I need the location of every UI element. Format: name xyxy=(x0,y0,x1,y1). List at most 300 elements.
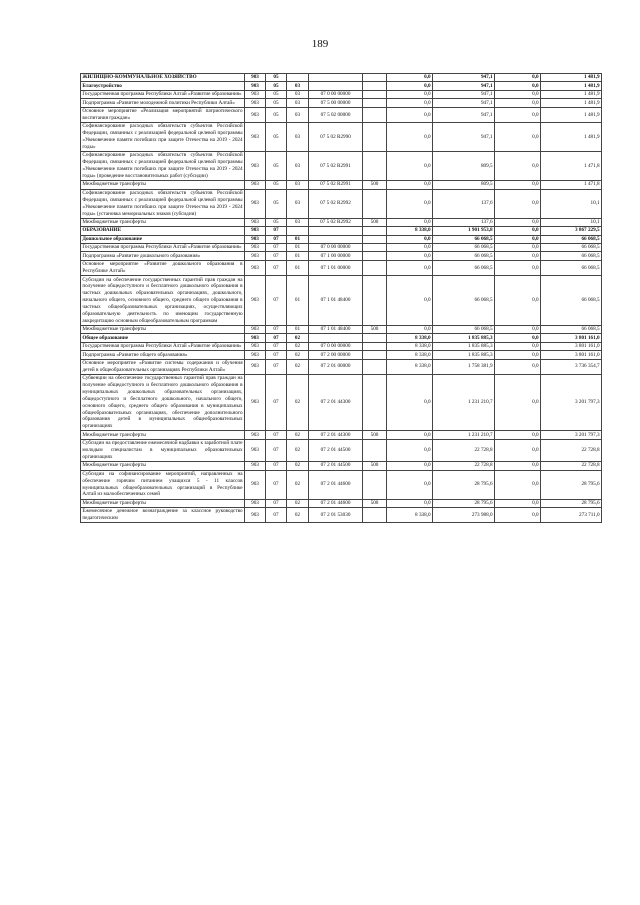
pr-code-cell: 02 xyxy=(287,342,309,350)
row-name-cell: ОБРАЗОВАНИЕ xyxy=(81,227,245,235)
row-name-cell: Государственная программа Республики Алтай «Развитие образования» xyxy=(81,342,245,350)
row-name-cell: Общее образование xyxy=(81,334,245,342)
amount-cell-2: 137,6 xyxy=(433,189,495,218)
table-row xyxy=(81,260,602,275)
amount-cell-4: 1 481,9 xyxy=(541,74,602,82)
cs-code-cell xyxy=(309,82,363,90)
table-row xyxy=(81,123,602,152)
gr-code-cell: 903 xyxy=(245,123,266,152)
amount-cell-3: 0,0 xyxy=(495,359,541,374)
amount-cell-4: 66 068,5 xyxy=(541,325,602,333)
amount-cell-1: 0,0 xyxy=(387,260,433,275)
amount-cell-1: 0,0 xyxy=(387,439,433,461)
pr-code-cell: 03 xyxy=(287,82,309,90)
amount-cell-4: 3 736 354,7 xyxy=(541,359,602,374)
amount-cell-4: 66 068,5 xyxy=(541,276,602,326)
pr-code-cell: 02 xyxy=(287,359,309,374)
pr-code-cell: 03 xyxy=(287,99,309,107)
vr-code-cell: 500 xyxy=(363,218,387,226)
row-name-cell: Государственная программа Республики Алтай «Развитие образования» xyxy=(81,244,245,252)
amount-cell-2: 809,5 xyxy=(433,152,495,181)
page-number: 189 xyxy=(311,38,329,50)
rz-code-cell: 07 xyxy=(266,276,287,326)
gr-code-cell: 903 xyxy=(245,107,266,122)
gr-code-cell: 903 xyxy=(245,470,266,499)
rz-code-cell: 07 xyxy=(266,508,287,523)
vr-code-cell xyxy=(363,276,387,326)
amount-cell-3: 0,0 xyxy=(495,276,541,326)
amount-cell-1: 0,0 xyxy=(387,218,433,226)
amount-cell-1: 0,0 xyxy=(387,252,433,260)
pr-code-cell: 01 xyxy=(287,276,309,326)
pr-code-cell: 02 xyxy=(287,374,309,430)
rz-code-cell: 07 xyxy=(266,235,287,243)
amount-cell-4: 1 481,9 xyxy=(541,90,602,98)
pr-code-cell: 03 xyxy=(287,107,309,122)
rz-code-cell: 07 xyxy=(266,325,287,333)
amount-cell-1: 8 338,0 xyxy=(387,508,433,523)
rz-code-cell: 05 xyxy=(266,82,287,90)
cs-code-cell: 07 0 00 00000 xyxy=(309,90,363,98)
pr-code-cell: 02 xyxy=(287,351,309,359)
row-name-cell: Межбюджетные трансферты xyxy=(81,462,245,470)
pr-code-cell: 02 xyxy=(287,462,309,470)
cs-code-cell: 07 1 01 00000 xyxy=(309,260,363,275)
vr-code-cell xyxy=(363,90,387,98)
vr-code-cell: 500 xyxy=(363,462,387,470)
table-row xyxy=(81,462,602,470)
amount-cell-4: 66 068,5 xyxy=(541,260,602,275)
amount-cell-2: 1 758 381,9 xyxy=(433,359,495,374)
amount-cell-1: 0,0 xyxy=(387,470,433,499)
amount-cell-2: 947,1 xyxy=(433,123,495,152)
table-row xyxy=(81,90,602,98)
table-row xyxy=(81,244,602,252)
amount-cell-3: 0,0 xyxy=(495,260,541,275)
amount-cell-4: 1 471,8 xyxy=(541,181,602,189)
cs-code-cell xyxy=(309,235,363,243)
amount-cell-4: 10,1 xyxy=(541,218,602,226)
pr-code-cell: 03 xyxy=(287,181,309,189)
amount-cell-1: 8 338,0 xyxy=(387,227,433,235)
cs-code-cell: 07 2 01 53030 xyxy=(309,508,363,523)
gr-code-cell: 903 xyxy=(245,431,266,439)
amount-cell-1: 8 338,0 xyxy=(387,359,433,374)
rz-code-cell: 05 xyxy=(266,181,287,189)
amount-cell-2: 1 231 210,7 xyxy=(433,431,495,439)
row-name-cell: Софинансирование расходных обязательств субъектов Российской Федерации, связанных с реализацией федеральной целевой программы «Увековечение памяти погибших при защите Отечества на 2019 - 2024 годы» (установка мемориальных знаков (субсидии) xyxy=(82,189,243,217)
pr-code-cell: 01 xyxy=(287,244,309,252)
pr-code-cell: 03 xyxy=(287,218,309,226)
gr-code-cell: 903 xyxy=(245,189,266,218)
gr-code-cell: 903 xyxy=(245,342,266,350)
amount-cell-3: 0,0 xyxy=(495,342,541,350)
gr-code-cell: 903 xyxy=(245,235,266,243)
rz-code-cell: 05 xyxy=(266,152,287,181)
table-row xyxy=(81,99,602,107)
gr-code-cell: 903 xyxy=(245,74,266,82)
amount-cell-3: 0,0 xyxy=(495,235,541,243)
gr-code-cell: 903 xyxy=(245,260,266,275)
gr-code-cell: 903 xyxy=(245,351,266,359)
pr-code-cell: 02 xyxy=(287,470,309,499)
amount-cell-2: 947,1 xyxy=(433,99,495,107)
vr-code-cell xyxy=(363,82,387,90)
pr-code-cell: 03 xyxy=(287,152,309,181)
amount-cell-1: 0,0 xyxy=(387,99,433,107)
row-name-cell: Субсидии на предоставление ежемесячной надбавки к заработной плате молодым специалистам в муниципальных образовательных организациях xyxy=(82,440,243,460)
amount-cell-2: 28 795,6 xyxy=(433,470,495,499)
vr-code-cell xyxy=(363,260,387,275)
cs-code-cell: 07 2 01 00000 xyxy=(309,359,363,374)
amount-cell-2: 1 835 885,3 xyxy=(433,351,495,359)
pr-code-cell: 02 xyxy=(287,439,309,461)
table-row xyxy=(81,374,602,430)
vr-code-cell xyxy=(363,342,387,350)
table-row xyxy=(81,235,602,243)
gr-code-cell: 903 xyxy=(245,325,266,333)
cs-code-cell xyxy=(309,227,363,235)
row-name-cell: Межбюджетные трансферты xyxy=(81,499,245,507)
amount-cell-3: 0,0 xyxy=(495,470,541,499)
amount-cell-1: 0,0 xyxy=(387,244,433,252)
amount-cell-1: 0,0 xyxy=(387,462,433,470)
rz-code-cell: 07 xyxy=(266,342,287,350)
cs-code-cell: 07 2 01 44300 xyxy=(309,431,363,439)
row-name-cell: Межбюджетные трансферты xyxy=(81,181,245,189)
pr-code-cell: 01 xyxy=(287,235,309,243)
cs-code-cell: 07 0 00 00000 xyxy=(309,342,363,350)
amount-cell-2: 809,5 xyxy=(433,181,495,189)
cs-code-cell: 07 2 01 44600 xyxy=(309,499,363,507)
rz-code-cell: 07 xyxy=(266,374,287,430)
amount-cell-3: 0,0 xyxy=(495,439,541,461)
table-row xyxy=(81,252,602,260)
vr-code-cell xyxy=(363,189,387,218)
pr-code-cell: 01 xyxy=(287,252,309,260)
amount-cell-4: 3 201 797,3 xyxy=(541,431,602,439)
rz-code-cell: 07 xyxy=(266,439,287,461)
amount-cell-2: 947,1 xyxy=(433,74,495,82)
amount-cell-4: 3 801 161,0 xyxy=(541,351,602,359)
vr-code-cell: 500 xyxy=(363,431,387,439)
amount-cell-4: 66 068,5 xyxy=(541,252,602,260)
gr-code-cell: 903 xyxy=(245,499,266,507)
vr-code-cell: 500 xyxy=(363,325,387,333)
amount-cell-4: 3 801 161,0 xyxy=(541,334,602,342)
rz-code-cell: 07 xyxy=(266,462,287,470)
rz-code-cell: 05 xyxy=(266,107,287,122)
rz-code-cell: 05 xyxy=(266,74,287,82)
cs-code-cell: 07 1 00 00000 xyxy=(309,252,363,260)
table-row xyxy=(81,499,602,507)
table-row xyxy=(81,359,602,374)
rz-code-cell: 07 xyxy=(266,227,287,235)
amount-cell-4: 3 867 229,5 xyxy=(541,227,602,235)
cs-code-cell: 07 5 00 00000 xyxy=(309,99,363,107)
row-name-cell: Благоустройство xyxy=(81,82,245,90)
cs-code-cell: 07 0 00 00000 xyxy=(309,244,363,252)
amount-cell-1: 0,0 xyxy=(387,181,433,189)
vr-code-cell: 500 xyxy=(363,499,387,507)
amount-cell-3: 0,0 xyxy=(495,152,541,181)
amount-cell-2: 66 068,5 xyxy=(433,252,495,260)
amount-cell-2: 947,1 xyxy=(433,107,495,122)
gr-code-cell: 903 xyxy=(245,508,266,523)
gr-code-cell: 903 xyxy=(245,99,266,107)
row-name-cell: Подпрограмма «Развитие дошкольного образования» xyxy=(81,252,245,260)
amount-cell-3: 0,0 xyxy=(495,189,541,218)
vr-code-cell xyxy=(363,74,387,82)
row-name-cell: Подпрограмма «Развитие молодежной политики Республики Алтай» xyxy=(81,99,245,107)
rz-code-cell: 07 xyxy=(266,431,287,439)
amount-cell-1: 0,0 xyxy=(387,325,433,333)
amount-cell-1: 8 338,0 xyxy=(387,351,433,359)
cs-code-cell: 07 2 00 00000 xyxy=(309,351,363,359)
row-name-cell: Субвенции на обеспечение государственных гарантий прав граждан на получение общедоступного и бесплатного дошкольного образования в муниципальных дошкольных образовательных организациях, общедоступного и бесплатного дошкольного, начального общего, основного общего, среднего общего образования в муниципальных общеобразовательных организациях, обеспечение дополнительного образования детей в муниципальных общеобразовательных организациях xyxy=(82,375,243,430)
amount-cell-1: 8 338,0 xyxy=(387,342,433,350)
vr-code-cell: 500 xyxy=(363,181,387,189)
table-row xyxy=(81,276,602,326)
vr-code-cell xyxy=(363,235,387,243)
amount-cell-3: 0,0 xyxy=(495,351,541,359)
amount-cell-2: 947,1 xyxy=(433,90,495,98)
amount-cell-3: 0,0 xyxy=(495,74,541,82)
amount-cell-2: 947,1 xyxy=(433,82,495,90)
pr-code-cell: 02 xyxy=(287,334,309,342)
gr-code-cell: 903 xyxy=(245,334,266,342)
amount-cell-4: 28 795,6 xyxy=(541,470,602,499)
row-name-cell: Ежемесячное денежное вознаграждение за классное руководство педагогическим xyxy=(82,508,243,522)
row-name-cell: Софинансирование расходных обязательств субъектов Российской Федерации, связанных с реализацией федеральной целевой программы «Увековечение памяти погибших при защите Отечества на 2019 - 2024 годы» (проведение восстановительных работ (субсидии) xyxy=(82,152,243,180)
amount-cell-1: 0,0 xyxy=(387,374,433,430)
amount-cell-3: 0,0 xyxy=(495,107,541,122)
vr-code-cell xyxy=(363,99,387,107)
amount-cell-2: 66 068,5 xyxy=(433,235,495,243)
amount-cell-4: 3 201 797,3 xyxy=(541,374,602,430)
gr-code-cell: 903 xyxy=(245,227,266,235)
row-name-cell: Основное мероприятие «Развитие дошкольного образования в Республике Алтай» xyxy=(82,261,243,275)
amount-cell-3: 0,0 xyxy=(495,99,541,107)
cs-code-cell: 07 5 02 R2992 xyxy=(309,218,363,226)
vr-code-cell xyxy=(363,439,387,461)
amount-cell-4: 1 481,9 xyxy=(541,123,602,152)
rz-code-cell: 07 xyxy=(266,359,287,374)
table-row xyxy=(81,508,602,523)
amount-cell-3: 0,0 xyxy=(495,499,541,507)
amount-cell-3: 0,0 xyxy=(495,218,541,226)
amount-cell-1: 0,0 xyxy=(387,82,433,90)
cs-code-cell: 07 5 02 R2990 xyxy=(309,123,363,152)
vr-code-cell xyxy=(363,508,387,523)
amount-cell-4: 66 068,5 xyxy=(541,235,602,243)
amount-cell-1: 0,0 xyxy=(387,189,433,218)
amount-cell-4: 3 801 161,0 xyxy=(541,342,602,350)
amount-cell-2: 22 728,8 xyxy=(433,462,495,470)
amount-cell-4: 1 481,9 xyxy=(541,107,602,122)
rz-code-cell: 05 xyxy=(266,189,287,218)
amount-cell-4: 22 728,8 xyxy=(541,462,602,470)
cs-code-cell: 07 1 01 48400 xyxy=(309,276,363,326)
vr-code-cell xyxy=(363,244,387,252)
table-row xyxy=(81,470,602,499)
table-row xyxy=(81,74,602,82)
table-row xyxy=(81,227,602,235)
cs-code-cell: 07 1 01 48400 xyxy=(309,325,363,333)
pr-code-cell: 03 xyxy=(287,90,309,98)
amount-cell-3: 0,0 xyxy=(495,325,541,333)
amount-cell-3: 0,0 xyxy=(495,462,541,470)
table-row xyxy=(81,342,602,350)
gr-code-cell: 903 xyxy=(245,439,266,461)
gr-code-cell: 903 xyxy=(245,218,266,226)
row-name-cell: Межбюджетные трансферты xyxy=(81,325,245,333)
amount-cell-4: 1 481,9 xyxy=(541,99,602,107)
amount-cell-3: 0,0 xyxy=(495,123,541,152)
amount-cell-4: 1 471,8 xyxy=(541,152,602,181)
vr-code-cell xyxy=(363,107,387,122)
amount-cell-2: 273 988,0 xyxy=(433,508,495,523)
amount-cell-4: 273 711,0 xyxy=(541,508,602,523)
table-row xyxy=(81,107,602,122)
rz-code-cell: 05 xyxy=(266,99,287,107)
table-row xyxy=(81,152,602,181)
amount-cell-2: 1 835 885,3 xyxy=(433,342,495,350)
amount-cell-3: 0,0 xyxy=(495,252,541,260)
amount-cell-3: 0,0 xyxy=(495,374,541,430)
amount-cell-2: 1 901 953,8 xyxy=(433,227,495,235)
amount-cell-1: 0,0 xyxy=(387,107,433,122)
amount-cell-2: 1 231 210,7 xyxy=(433,374,495,430)
amount-cell-1: 0,0 xyxy=(387,90,433,98)
row-name-cell: Государственная программа Республики Алтай «Развитие образования» xyxy=(81,90,245,98)
gr-code-cell: 903 xyxy=(245,244,266,252)
table-row xyxy=(81,431,602,439)
pr-code-cell: 01 xyxy=(287,325,309,333)
pr-code-cell xyxy=(287,227,309,235)
amount-cell-1: 0,0 xyxy=(387,74,433,82)
rz-code-cell: 05 xyxy=(266,218,287,226)
table-row xyxy=(81,439,602,461)
gr-code-cell: 903 xyxy=(245,462,266,470)
pr-code-cell: 02 xyxy=(287,508,309,523)
vr-code-cell xyxy=(363,123,387,152)
cs-code-cell: 07 2 01 44600 xyxy=(309,470,363,499)
cs-code-cell: 07 2 01 44500 xyxy=(309,462,363,470)
amount-cell-2: 1 835 885,3 xyxy=(433,334,495,342)
rz-code-cell: 07 xyxy=(266,351,287,359)
row-name-cell: Межбюджетные трансферты xyxy=(81,431,245,439)
row-name-cell: Дошкольное образование xyxy=(81,235,245,243)
gr-code-cell: 903 xyxy=(245,90,266,98)
cs-code-cell: 07 5 02 R2992 xyxy=(309,189,363,218)
vr-code-cell xyxy=(363,359,387,374)
vr-code-cell xyxy=(363,334,387,342)
row-name-cell: Субсидии на софинансирование мероприятий, направленных на обеспечение горячим питанием учащихся 5 - 11 классов муниципальных общеобразовательных организаций в Республике Алтай из малообеспеченных семей xyxy=(82,470,243,498)
amount-cell-2: 22 728,8 xyxy=(433,439,495,461)
amount-cell-3: 0,0 xyxy=(495,244,541,252)
pr-code-cell: 02 xyxy=(287,431,309,439)
table-row xyxy=(81,334,602,342)
rz-code-cell: 07 xyxy=(266,260,287,275)
row-name-cell: Межбюджетные трансферты xyxy=(81,218,245,226)
amount-cell-4: 28 795,6 xyxy=(541,499,602,507)
table-row xyxy=(81,189,602,218)
pr-code-cell: 01 xyxy=(287,260,309,275)
amount-cell-2: 66 068,5 xyxy=(433,260,495,275)
amount-cell-3: 0,0 xyxy=(495,181,541,189)
rz-code-cell: 05 xyxy=(266,90,287,98)
row-name-cell: Основное мероприятие «Развитие системы содержания и обучения детей в общеобразовательных организациях Республики Алтай» xyxy=(82,359,243,373)
vr-code-cell xyxy=(363,351,387,359)
amount-cell-2: 28 795,6 xyxy=(433,499,495,507)
table-row xyxy=(81,218,602,226)
pr-code-cell: 03 xyxy=(287,189,309,218)
gr-code-cell: 903 xyxy=(245,252,266,260)
cs-code-cell: 07 2 01 44300 xyxy=(309,374,363,430)
vr-code-cell xyxy=(363,152,387,181)
amount-cell-1: 0,0 xyxy=(387,235,433,243)
gr-code-cell: 903 xyxy=(245,374,266,430)
amount-cell-4: 66 068,5 xyxy=(541,244,602,252)
row-name-cell: Подпрограмма «Развитие общего образования» xyxy=(81,351,245,359)
table-row xyxy=(81,82,602,90)
amount-cell-4: 22 728,8 xyxy=(541,439,602,461)
rz-code-cell: 07 xyxy=(266,252,287,260)
rz-code-cell: 07 xyxy=(266,244,287,252)
amount-cell-3: 0,0 xyxy=(495,508,541,523)
table-row xyxy=(81,325,602,333)
row-name-cell: Софинансирование расходных обязательств субъектов Российской Федерации, связанных с реализацией федеральной целевой программы «Увековечение памяти погибших при защите Отечества на 2019 - 2024 годы» xyxy=(82,123,243,150)
amount-cell-3: 0,0 xyxy=(495,227,541,235)
amount-cell-4: 1 481,9 xyxy=(541,82,602,90)
rz-code-cell: 07 xyxy=(266,470,287,499)
amount-cell-1: 0,0 xyxy=(387,152,433,181)
amount-cell-1: 0,0 xyxy=(387,499,433,507)
pr-code-cell: 02 xyxy=(287,499,309,507)
cs-code-cell xyxy=(309,74,363,82)
table-row xyxy=(81,181,602,189)
cs-code-cell: 07 5 02 00000 xyxy=(309,107,363,122)
row-name-cell: Субсидии на обеспечение государственных гарантий прав граждан на получение общедоступного и бесплатного дошкольного образования в частных дошкольных образовательных организациях, дошкольного, начального общего, основного общего, среднего общего образования в частных общеобразовательных организациях, осуществляющих образовательную деятельность по имеющим государственную аккредитацию основным общеобразовательным программам xyxy=(82,276,243,324)
amount-cell-1: 8 338,0 xyxy=(387,334,433,342)
vr-code-cell xyxy=(363,374,387,430)
pr-code-cell: 03 xyxy=(287,123,309,152)
amount-cell-2: 66 068,5 xyxy=(433,325,495,333)
gr-code-cell: 903 xyxy=(245,181,266,189)
cs-code-cell: 07 2 01 44500 xyxy=(309,439,363,461)
row-name-cell: Основное мероприятие «Реализация мероприятий патриотического воспитания граждан» xyxy=(82,108,243,121)
cs-code-cell: 07 5 02 R2991 xyxy=(309,181,363,189)
rz-code-cell: 07 xyxy=(266,334,287,342)
amount-cell-2: 66 068,5 xyxy=(433,244,495,252)
vr-code-cell xyxy=(363,252,387,260)
amount-cell-3: 0,0 xyxy=(495,90,541,98)
cs-code-cell: 07 5 02 R2991 xyxy=(309,152,363,181)
budget-table xyxy=(80,73,602,523)
amount-cell-2: 137,6 xyxy=(433,218,495,226)
rz-code-cell: 05 xyxy=(266,123,287,152)
amount-cell-1: 0,0 xyxy=(387,431,433,439)
amount-cell-4: 10,1 xyxy=(541,189,602,218)
amount-cell-3: 0,0 xyxy=(495,82,541,90)
amount-cell-1: 0,0 xyxy=(387,276,433,326)
cs-code-cell xyxy=(309,334,363,342)
gr-code-cell: 903 xyxy=(245,82,266,90)
table-row xyxy=(81,351,602,359)
amount-cell-3: 0,0 xyxy=(495,334,541,342)
vr-code-cell xyxy=(363,227,387,235)
